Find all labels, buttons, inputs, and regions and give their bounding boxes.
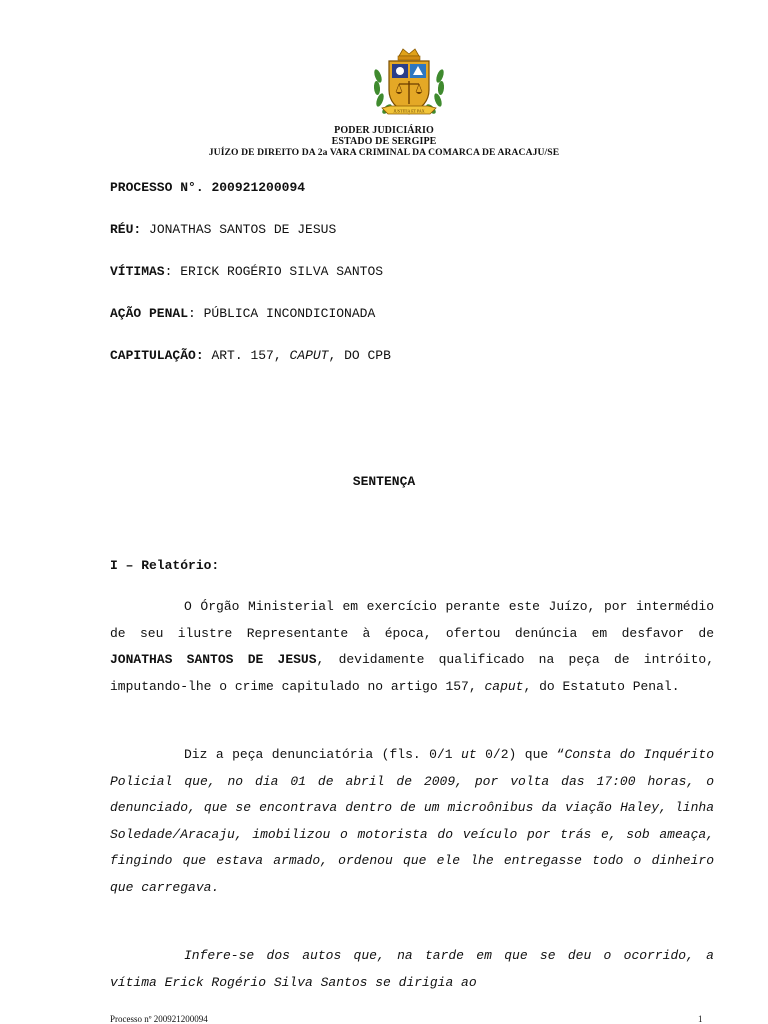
process-number: 200921200094 <box>211 180 306 195</box>
footer-page-number: 1 <box>698 1014 703 1024</box>
paragraph-2 <box>110 742 714 901</box>
document-title: SENTENÇA <box>352 474 416 489</box>
paragraph-2-text-a: Diz a peça denunciatória (fls. 0/1 <box>184 747 462 762</box>
paragraph-1-text-a: O Órgão Ministerial em exercício perante este Juízo, por intermédio de seu ilustre Representante à época, ofertou denúncia em desfavor de <box>110 599 714 641</box>
process-field <box>110 180 305 195</box>
court-header <box>0 125 768 158</box>
paragraph-1-text-c: , do Estatuto Penal. <box>523 678 680 694</box>
paragraph-1-text-b: , devidamente qualificado na peça de intróito, imputando-lhe o crime capitulado no artigo 157, <box>110 652 715 694</box>
charge-label: CAPITULAÇÃO <box>110 348 196 363</box>
charge-field: CAPITULAÇÃO: ART. 157, CAPUT, DO CPB <box>110 348 391 363</box>
paragraph-2-quote: Consta do Inquérito Policial que, no dia 01 de abril de 2009, por volta das 17:00 horas, o denunciado, que se encontrava dentro de um microônibus da viação Haley, linha Soledade/Aracaju, imobilizou o motorista do veículo por trás e, sob ameaça, fingindo que estava armado, ordenou que ele lhe entregasse todo o dinheiro que carregava. <box>110 747 715 895</box>
defendant-field: RÉU: JONATHAS SANTOS DE JESUS <box>110 222 337 237</box>
section-heading: I – Relatório: <box>110 558 220 573</box>
paragraph-3 <box>110 943 714 996</box>
paragraph-2-ut: ut <box>461 747 477 762</box>
footer-process-ref: Processo nº 200921200094 <box>110 1014 208 1024</box>
action-label: AÇÃO PENAL <box>110 306 189 321</box>
charge-article: ART. 157, <box>211 348 290 363</box>
process-label: PROCESSO N°. <box>110 180 204 195</box>
victims-name: ERICK ROGÉRIO SILVA SANTOS <box>180 264 384 279</box>
paragraph-1-caput: caput <box>484 678 524 694</box>
paragraph-3-text: Infere-se dos autos que, na tarde em que se deu o ocorrido, a vítima Erick Rogério Silva Santos se dirigia ao <box>110 948 714 990</box>
header-state: ESTADO DE SERGIPE <box>331 136 437 147</box>
crest-motto: JUSTITIA ET PAX <box>393 108 425 114</box>
charge-caput: CAPUT <box>289 348 329 363</box>
paragraph-1 <box>110 594 714 700</box>
court-crest-emblem <box>370 46 448 122</box>
defendant-label: RÉU <box>110 222 134 237</box>
victims-label: VÍTIMAS <box>110 264 165 279</box>
header-court: JUÍZO DE DIREITO DA 2a VARA CRIMINAL DA COMARCA DE ARACAJU/SE <box>208 147 560 158</box>
header-judiciary: PODER JUDICIÁRIO <box>334 125 434 136</box>
action-field: AÇÃO PENAL: PÚBLICA INCONDICIONADA <box>110 306 376 321</box>
action-value: PÚBLICA INCONDICIONADA <box>203 306 376 321</box>
defendant-name-bold: JONATHAS SANTOS DE JESUS <box>110 652 317 667</box>
paragraph-2-text-b: 0/2) que “ <box>476 747 565 762</box>
victims-field: VÍTIMAS: ERICK ROGÉRIO SILVA SANTOS <box>110 264 384 279</box>
defendant-name: JONATHAS SANTOS DE JESUS <box>149 222 337 237</box>
charge-code: , DO CPB <box>328 348 391 363</box>
